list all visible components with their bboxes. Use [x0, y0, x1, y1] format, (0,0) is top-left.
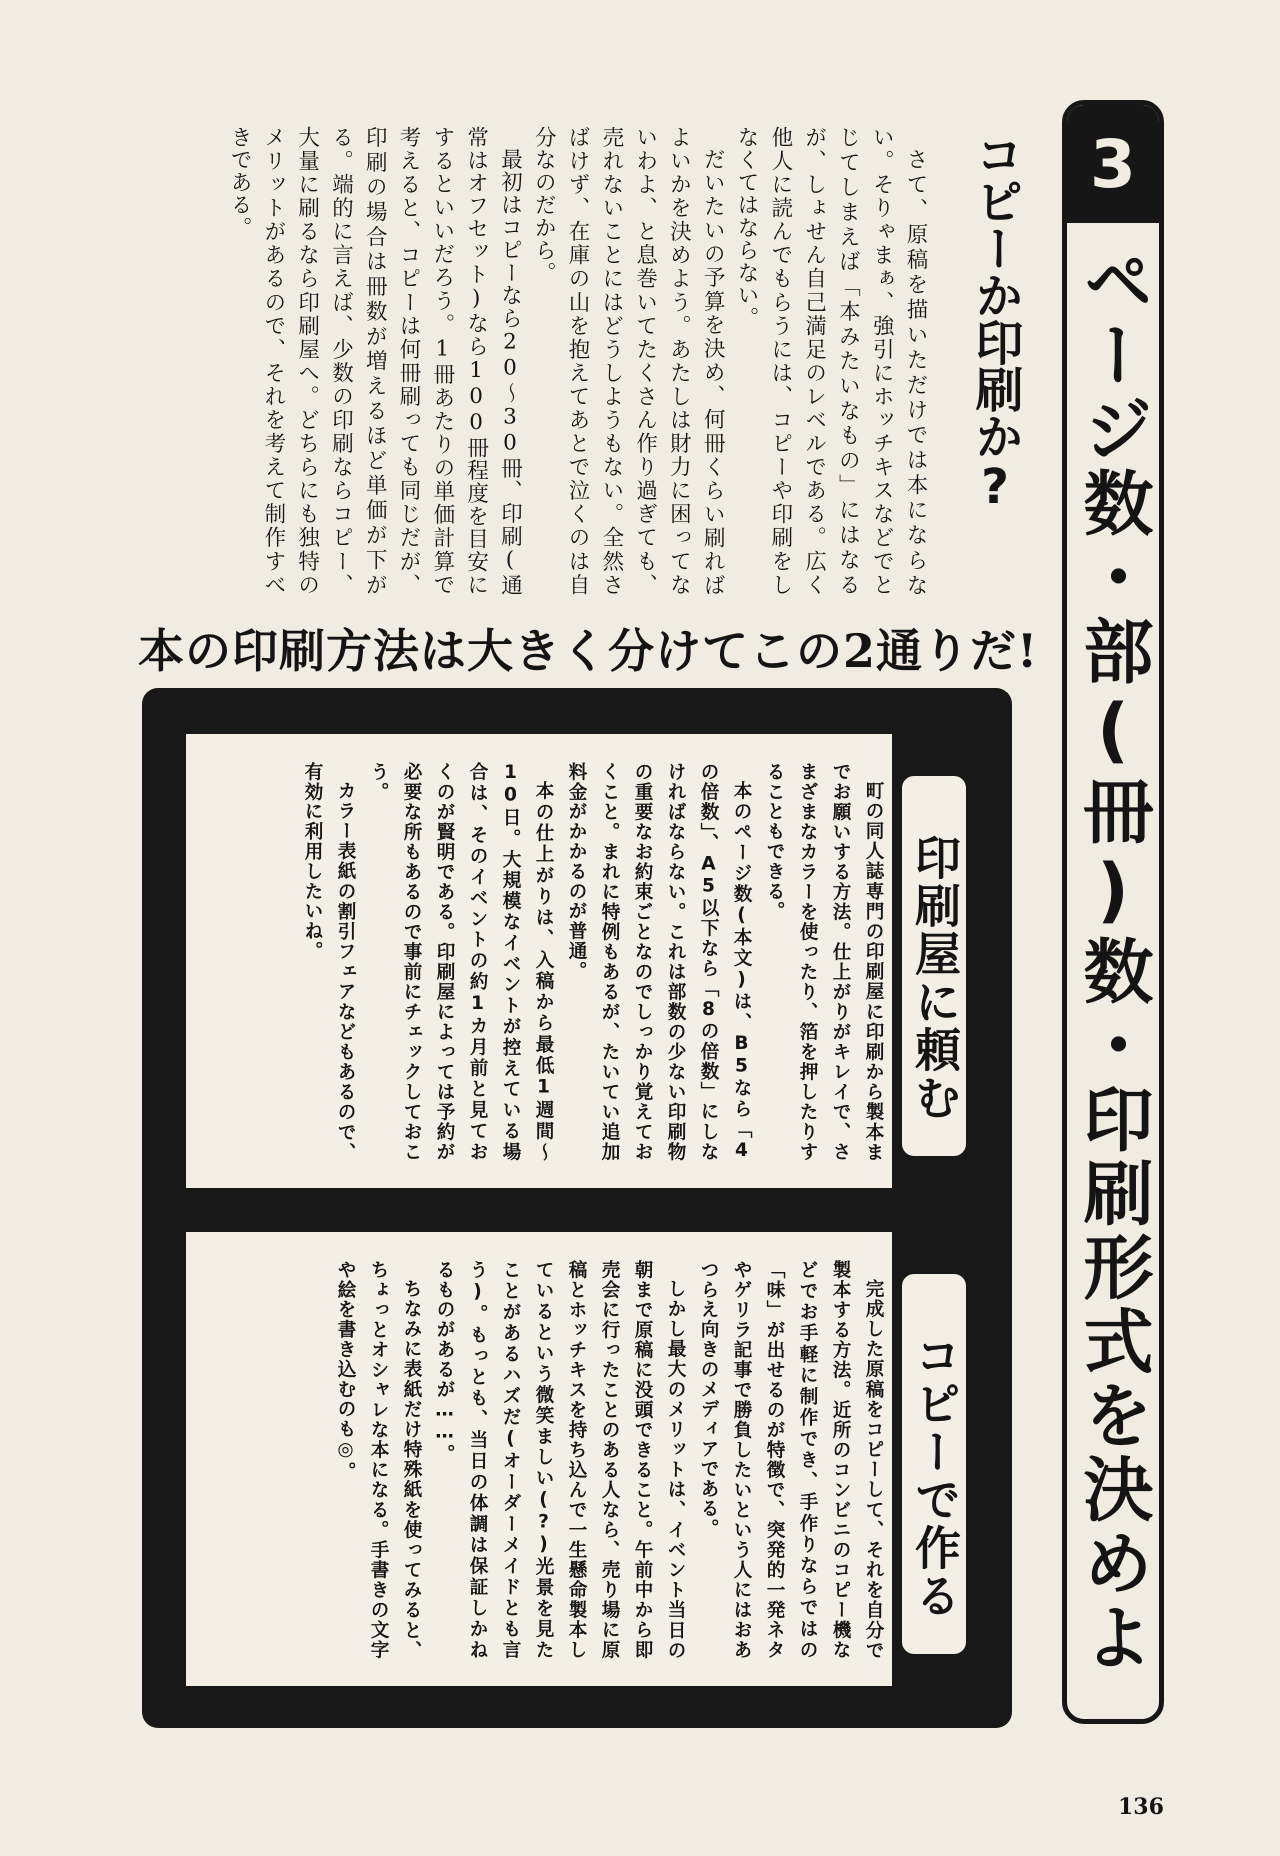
panel-printing — [186, 734, 976, 1188]
methods-banner: 本の印刷方法は大きく分けてこの2通りだ! — [138, 624, 1039, 678]
panel-paragraph: 完成した原稿をコピーして、それを自分で製本する方法。近所のコンビニのコピー機などでお手軽に制作でき、手作りならではの「味」が出せるのが特徴で、突発的一発ネタやゲリラ記事で勝負したいという人にはおあつらえ向きのメディアである。 — [698, 1260, 884, 1660]
panel-copy-tab — [892, 1232, 976, 1686]
panel-printing-body — [200, 762, 890, 1162]
section-title-box — [1062, 100, 1164, 1724]
intro-paragraph: さて、原稿を描いただけでは本にならない。そりゃまぁ、強引にホッチキスなどでとじてしまえば「本みたいなもの」にはなるが、しょせん自己満足のレベルである。広く他人に読んでもらうには、コピーや印刷をしなくてはならない。 — [734, 126, 928, 596]
panel-paragraph: しかし最大のメリットは、イベント当日の朝まで原稿に没頭できること。午前中から即売会に行ったことのある人なら、売り場に原稿とホッチキスを持ち込んで一生懸命製本しているという微笑ましい(?)光景を見たことがあるハズだ(オーダーメイドとも言う)。もっとも、当日の体調は保証しかねるものがあるが……。 — [434, 1260, 686, 1660]
intro-paragraph: 最初はコピーなら20〜30冊、印刷(通常はオフセット)なら100冊程度を目安にするといいだろう。1冊あたりの単価計算で考えると、コピーは何冊刷っても同じだが、印刷の場合は冊数が増えるほど単価が下がる。端的に言えば、少数の印刷ならコピー、大量に刷るなら印刷屋へ。どちらにも独特のメリットがあるので、それを考えて制作すべきである。 — [227, 126, 523, 596]
section-number: 3 — [1067, 105, 1159, 223]
section-title: ページ数・部(冊)数・印刷形式を決めよ — [1072, 245, 1154, 1675]
panel-paragraph: カラー表紙の割引フェアなどもあるので、有効に利用したいね。 — [302, 762, 356, 1162]
panel-copy-body — [200, 1260, 890, 1660]
panel-paragraph: 町の同人誌専門の印刷屋に印刷から製本までお願いする方法。仕上がりがキレイで、さまざまなカラーを使ったり、箔を押したりすることもできる。 — [764, 762, 884, 1162]
panel-paragraph: ちなみに表紙だけ特殊紙を使ってみると、ちょっとオシャレな本になる。手書きの文字や絵を書き込むのも◎。 — [335, 1260, 422, 1660]
panel-paragraph: 本のページ数(本文)は、B5なら「4の倍数」、A5以下なら「8の倍数」にしなければならない。これは部数の少ない印刷物の重要なお約束ごとなのでしっかり覚えておくこと。まれに特例もあるが、たいてい追加料金がかかるのが普通。 — [566, 762, 752, 1162]
intro-body — [132, 126, 932, 596]
intro-paragraph: だいたいの予算を決め、何冊くらい刷ればよいかを決めよう。あたしは財力に困ってないわよ、と息巻いてたくさん作り過ぎても、売れないことにはどうしようもない。全然さばけず、在庫の山を抱えてあとで泣くのは自分なのだから。 — [531, 126, 726, 596]
panel-copy — [186, 1232, 976, 1686]
panel-printing-label: 印刷屋に頼む — [902, 776, 966, 1156]
panel-paragraph: 本の仕上がりは、入稿から最低1週間〜10日。大規模なイベントが控えている場合は、そのイベントの約1カ月前と見ておくのが賢明である。印刷屋によっては予約が必要な所もあるので事前にチェックしておこう。 — [368, 762, 554, 1162]
panel-printing-tab — [892, 734, 976, 1188]
intro-heading: コピーか印刷か? — [967, 130, 1023, 514]
panel-copy-label: コピーで作る — [902, 1274, 966, 1654]
page-number: 136 — [1118, 1794, 1164, 1820]
